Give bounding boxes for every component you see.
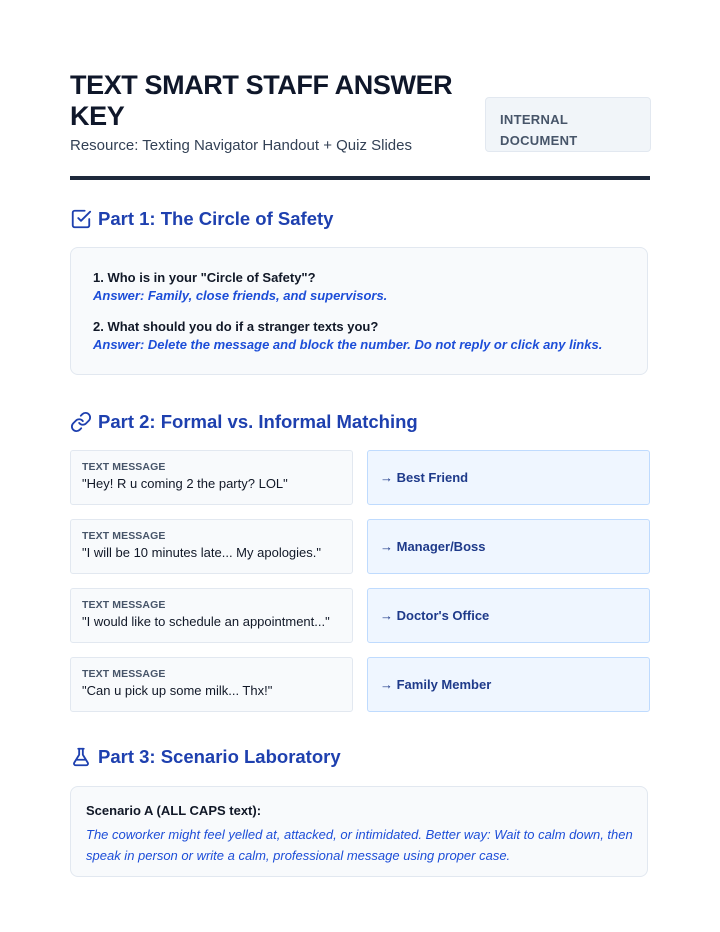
recipient-match-card: → Manager/Boss — [367, 519, 650, 574]
recipient-match-card: → Best Friend — [367, 450, 650, 505]
checkbox-icon — [70, 208, 92, 230]
scenario-label: Scenario A (ALL CAPS text): — [86, 803, 262, 818]
text-message-card — [70, 450, 353, 505]
scenario-answer: The coworker might feel yelled at, attacked, or intimidated. Better way: Wait to calm down, then speak in person or write a calm, professional message using proper case. — [86, 827, 633, 863]
text-message-label: TEXT MESSAGE — [82, 599, 166, 611]
part2-heading — [70, 411, 418, 433]
header-divider — [70, 176, 650, 180]
flask-icon — [70, 746, 92, 768]
answer: Answer: Family, close friends, and supervisors. — [93, 288, 388, 303]
internal-document-badge: INTERNAL DOCUMENT — [485, 97, 651, 152]
recipient-match-card: → Doctor's Office — [367, 588, 650, 643]
text-message-label: TEXT MESSAGE — [82, 461, 166, 473]
part3-heading-text: Part 3: Scenario Laboratory — [98, 746, 341, 767]
part2-heading-text: Part 2: Formal vs. Informal Matching — [98, 411, 418, 432]
qa-item — [93, 269, 625, 305]
question: 1. Who is in your "Circle of Safety"? — [93, 270, 316, 285]
scenario-card — [70, 786, 648, 877]
text-message-content: "I would like to schedule an appointment..." — [82, 614, 330, 629]
text-message-label: TEXT MESSAGE — [82, 530, 166, 542]
text-message-content: "Hey! R u coming 2 the party? LOL" — [82, 476, 288, 491]
qa-item — [93, 318, 625, 354]
text-message-content: "Can u pick up some milk... Thx!" — [82, 683, 273, 698]
part1-heading — [70, 208, 333, 230]
question: 2. What should you do if a stranger texts you? — [93, 319, 379, 334]
document-title: TEXT SMART STAFF ANSWER KEY — [70, 70, 453, 131]
link-icon — [70, 411, 92, 433]
circle-of-safety-card — [70, 247, 648, 375]
text-message-card — [70, 588, 353, 643]
answer: Answer: Delete the message and block the number. Do not reply or click any links. — [93, 337, 603, 352]
part3-heading — [70, 746, 341, 768]
text-message-card — [70, 519, 353, 574]
recipient-match-card: → Family Member — [367, 657, 650, 712]
document-header — [70, 70, 650, 154]
text-message-label: TEXT MESSAGE — [82, 668, 166, 680]
text-message-card — [70, 657, 353, 712]
document-subtitle: Resource: Texting Navigator Handout + Quiz Slides — [70, 137, 412, 154]
text-message-content: "I will be 10 minutes late... My apologies." — [82, 545, 322, 560]
part1-heading-text: Part 1: The Circle of Safety — [98, 208, 334, 229]
